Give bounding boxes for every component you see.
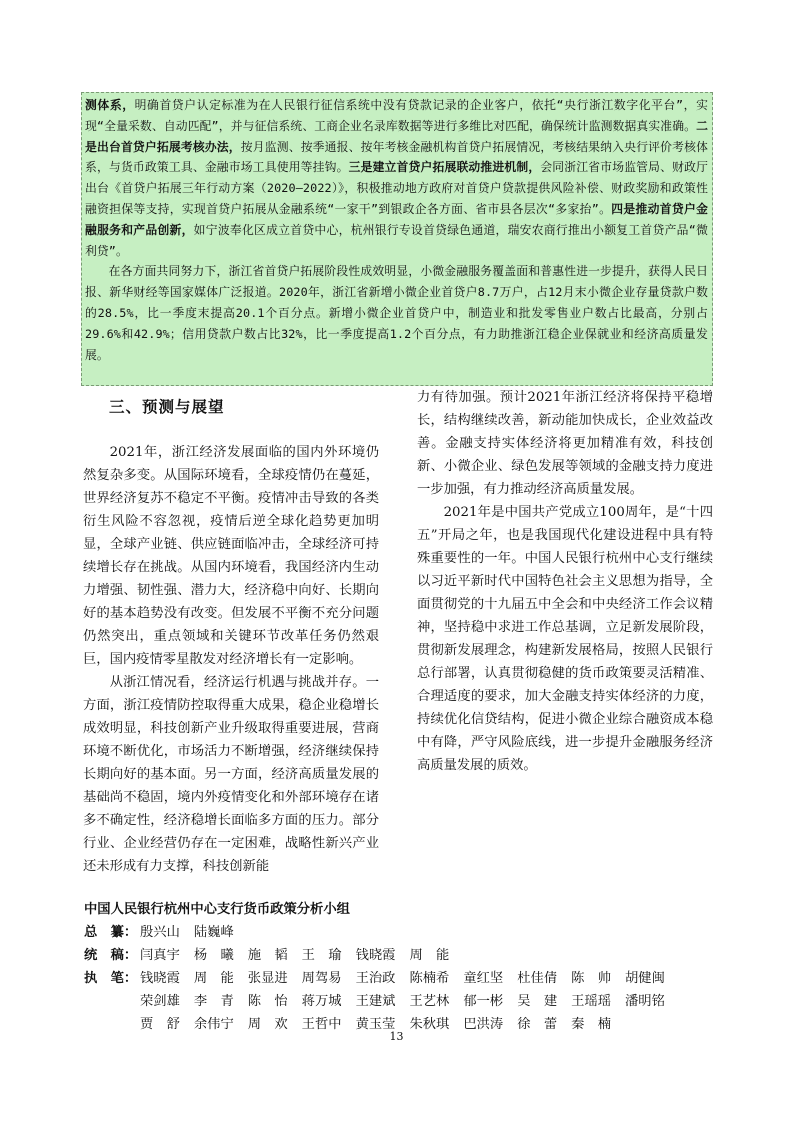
paragraph: 从浙江情况看，经济运行机遇与挑战并存。一方面，浙江疫情防控取得重大成果，稳企业稳增长成效明显，科技创新产业升级取得重要进展，营商环境不断优化，市场活力不断增强，经济继续保持长期向好的基本面。另一方面，经济高质量发展的基础尚不稳固，境内外疫情变化和外部环境存在诸多不确定性，经济稳增长面临多方面的压力。部分行业、企业经营仍存在一定困难，战略性新兴产业还未形成有力支撑，科技创新能 — [83, 675, 379, 874]
person-name: 陈 帅 — [571, 971, 612, 986]
person-name: 胡健闽 — [625, 971, 665, 986]
paragraph: 力有待加强。预计2021年浙江经济将保持平稳增长，结构继续改善，新动能加快成长，企业效益改善。金融支持实体经济将更加精准有效，科技创新、小微企业、绿色发展等领域的金融支持力度进一步加强，有力推动经济高质量发展。 — [417, 390, 713, 497]
person-name: 周 能 — [193, 971, 234, 986]
writer-label: 执 笔： — [84, 971, 138, 986]
person-name: 黄玉莹 — [355, 1017, 396, 1032]
paragraph: 2021年，浙江经济发展面临的国内外环境仍然复杂多变。从国际环境看，全球疫情仍在蔓延，世界经济复苏不稳定不平衡。疫情冲击导致的各类衍生风险不容忽视，疫情后逆全球化趋势更加明显，全球产业链、供应链面临冲击，全球经济可持续增长存在挑战。从国内环境看，我国经济内生动力增强、韧性强、潜力大，经济稳中向好、长期向好的基本趋势没有改变。但发展不平衡不充分问题仍然突出，重点领域和关键环节改革任务仍然艰巨，国内疫情零星散发对经济增长有一定影响。 — [83, 445, 379, 667]
person-name: 杜佳倩 — [517, 971, 558, 986]
editor-label: 统 稿： — [84, 948, 138, 963]
paragraph: 2021年是中国共产党成立100周年，是“十四五”开局之年，也是我国现代化建设进程中具有特殊重要性的一年。中国人民银行杭州中心支行继续以习近平新时代中国特色社会主义思想为指导，全面贯彻党的十九届五中全会和中央经济工作会议精神，坚持稳中求进工作总基调，立足新发展阶段，贯彻新发展理念，构建新发展格局，按照人民银行总行部署，认真贯彻稳健的货币政策要灵活精准、合理适度的要求，加大金融支持实体经济的力度，持续优化信贷结构，促进小微企业综合融资成本稳中有降，严守风险底线，进一步提升金融服务经济高质量发展的质效。 — [417, 505, 713, 773]
person-name: 张显进 — [247, 971, 288, 986]
person-name: 余伟宁 — [193, 1017, 234, 1032]
person-name: 周 能 — [409, 948, 450, 963]
group-title: 中国人民银行杭州中心支行货币政策分析小组 — [84, 902, 350, 917]
person-name: 朱秋琪 — [409, 1017, 450, 1032]
writer-line — [140, 967, 704, 990]
text-span: 按月监测、按季通报、按年考核金融机构首贷户拓展情况，考核结果纳入央行评价考核体系，与货币政策工具、金融市场工具使用等挂钩。 — [85, 139, 708, 175]
bold-phrase: 二是出台首贷户拓展考核办法， — [85, 118, 708, 154]
person-name: 贾 舒 — [140, 1017, 180, 1032]
person-name: 殷兴山 — [140, 925, 180, 940]
person-name: 吴 建 — [517, 994, 558, 1009]
chief-names — [140, 921, 704, 944]
person-name: 王瑶瑶 — [571, 994, 612, 1009]
person-name: 郁一彬 — [463, 994, 504, 1009]
box-paragraph-1 — [85, 95, 708, 261]
editor-names — [140, 944, 704, 967]
chief-label: 总 纂： — [84, 925, 138, 940]
person-name: 童红坚 — [463, 971, 504, 986]
writer-line — [140, 990, 704, 1013]
person-name: 周驾易 — [301, 971, 342, 986]
page-number: 13 — [389, 1030, 404, 1043]
person-name: 钱晓霞 — [355, 948, 396, 963]
person-name: 徐 蕾 — [517, 1017, 558, 1032]
person-name: 陈楠希 — [409, 971, 450, 986]
writer-row — [84, 967, 704, 1036]
person-name: 闫真宇 — [140, 948, 180, 963]
chief-row — [84, 921, 704, 944]
person-name: 王艺林 — [409, 994, 450, 1009]
person-name: 巴洪涛 — [463, 1017, 504, 1032]
person-name: 王治政 — [355, 971, 396, 986]
person-name: 王哲中 — [301, 1017, 342, 1032]
person-name: 蒋万城 — [301, 994, 342, 1009]
person-name: 王 瑜 — [301, 948, 342, 963]
person-name: 李 青 — [193, 994, 234, 1009]
person-name: 荣剑雄 — [140, 994, 180, 1009]
person-name: 秦 楠 — [571, 1017, 612, 1032]
writer-names — [140, 967, 704, 1036]
person-name: 周 欢 — [247, 1017, 288, 1032]
left-column — [83, 392, 379, 878]
bold-phrase: 三是建立首贷户拓展联动推进机制， — [348, 160, 541, 175]
person-name: 陈 怡 — [247, 994, 288, 1009]
box-paragraph-2: 在各方面共同努力下，浙江省首贷户拓展阶段性成效明显，小微金融服务覆盖面和普惠性进一步提升，获得人民日报、新华财经等国家媒体广泛报道。2020年，浙江省新增小微企业首贷户8.7万户，占12月末小微企业存量贷款户数的28.5%，比一季度末提高20.1个百分点。新增小微企业首贷户中，制造业和批发零售业户数占比最高，分别占29.6%和42.9%；信用贷款户数占比32%，比一季度提高1.2个百分点，有力助推浙江稳企业保就业和经济高质量发展。 — [85, 264, 708, 362]
person-name: 杨 曦 — [193, 948, 234, 963]
credits-block — [84, 898, 704, 1036]
person-name: 施 韬 — [247, 948, 288, 963]
text-span: 明确首贷户认定标准为在人民银行征信系统中没有贷款记录的企业客户，依托“央行浙江数字化平台”，实现“全量采数、自动匹配”，并与征信系统、工商企业名录库数据等进行多维比对匹配，确保统计监测数据真实准确。 — [85, 98, 708, 133]
bold-phrase: 测体系， — [85, 98, 135, 112]
right-column — [417, 386, 713, 777]
highlight-box — [81, 92, 713, 386]
text-span: 如宁波奉化区成立首贷中心，杭州银行专设首贷绿色通道，瑞安农商行推出小额复工首贷产品“微利贷”。 — [85, 222, 708, 258]
person-name: 钱晓霞 — [140, 971, 180, 986]
bold-phrase: 四是推动首贷户金融服务和产品创新， — [85, 201, 708, 237]
person-name: 陆巍峰 — [193, 925, 234, 940]
person-name: 潘明铭 — [625, 994, 665, 1009]
editor-row — [84, 944, 704, 967]
text-span: 会同浙江省市场监管局、财政厅出台《首贷户拓展三年行动方案（2020–2022）》，积极推动地方政府对首贷户贷款提供风险补偿、财政奖励和政策性融资担保等支持，实现首贷户拓展从金融系统“一家干”到银政企各方面、省市县各层次“多家抬”。 — [85, 160, 708, 216]
person-name: 王建斌 — [355, 994, 396, 1009]
section-heading: 三、预测与展望 — [109, 398, 225, 416]
